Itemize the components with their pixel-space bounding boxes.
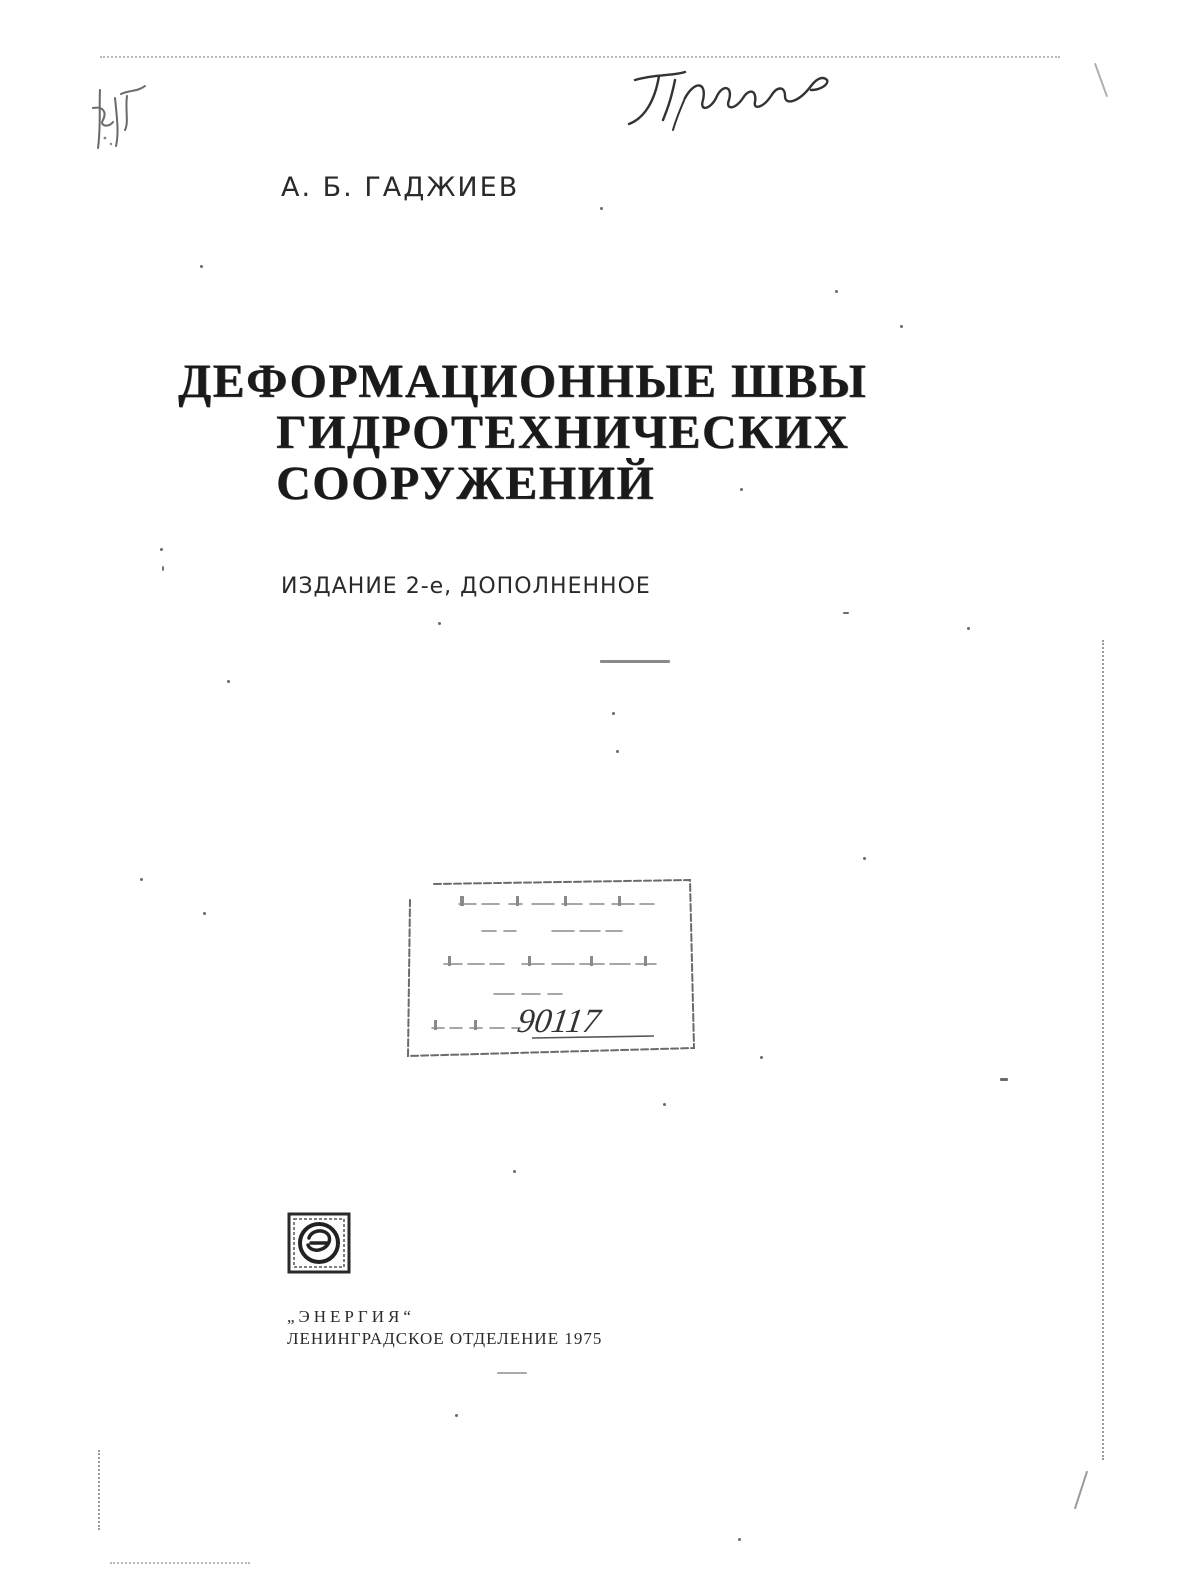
publisher-logo-icon bbox=[287, 1212, 351, 1274]
scan-noise-top bbox=[100, 56, 1060, 58]
scan-speck bbox=[760, 1056, 763, 1059]
book-title-line: ДЕФОРМАЦИОННЫЕ ШВЫ bbox=[178, 355, 868, 408]
scan-edge-left bbox=[98, 1450, 100, 1530]
handwritten-signature bbox=[615, 50, 845, 140]
scan-edge-right bbox=[1102, 640, 1104, 1460]
scan-speck bbox=[200, 265, 203, 268]
scan-speck bbox=[843, 612, 849, 614]
scan-speck bbox=[1000, 1078, 1008, 1081]
scan-speck bbox=[740, 488, 743, 491]
scan-speck bbox=[663, 1103, 666, 1106]
scan-speck bbox=[162, 566, 164, 571]
book-title-line: ГИДРОТЕХНИЧЕСКИХ bbox=[276, 406, 850, 459]
scan-speck bbox=[455, 1414, 458, 1417]
scan-speck bbox=[600, 660, 670, 663]
stamp-handwritten-number: 90117 bbox=[514, 1003, 603, 1040]
scan-speck bbox=[738, 1538, 741, 1541]
scan-speck bbox=[203, 912, 206, 915]
scan-speck bbox=[160, 548, 163, 551]
scan-speck bbox=[513, 1170, 516, 1173]
scan-speck bbox=[438, 622, 441, 625]
scan-speck bbox=[1074, 1471, 1088, 1510]
book-title-line: СООРУЖЕНИЙ bbox=[276, 457, 656, 510]
publisher-name: „ЭНЕРГИЯ“ bbox=[287, 1307, 415, 1326]
scan-noise-bottom bbox=[110, 1562, 250, 1564]
scan-speck bbox=[227, 680, 230, 683]
scan-speck bbox=[616, 750, 619, 753]
scan-speck bbox=[1094, 63, 1108, 98]
handwritten-mark bbox=[85, 78, 155, 158]
scan-speck bbox=[900, 325, 903, 328]
scan-speck bbox=[835, 290, 838, 293]
scan-speck bbox=[140, 878, 143, 881]
scan-speck bbox=[612, 712, 615, 715]
publisher-place-year: ЛЕНИНГРАДСКОЕ ОТДЕЛЕНИЕ 1975 bbox=[287, 1329, 603, 1348]
scan-speck bbox=[497, 1372, 527, 1374]
publisher-imprint bbox=[287, 1306, 602, 1350]
scan-speck bbox=[863, 857, 866, 860]
scan-speck bbox=[967, 627, 970, 630]
edition-statement: ИЗДАНИЕ 2-е, ДОПОЛНЕННОЕ bbox=[281, 574, 651, 599]
scan-speck bbox=[600, 207, 603, 210]
library-stamp bbox=[404, 876, 700, 1062]
author-name: А. Б. ГАДЖИЕВ bbox=[281, 172, 520, 203]
